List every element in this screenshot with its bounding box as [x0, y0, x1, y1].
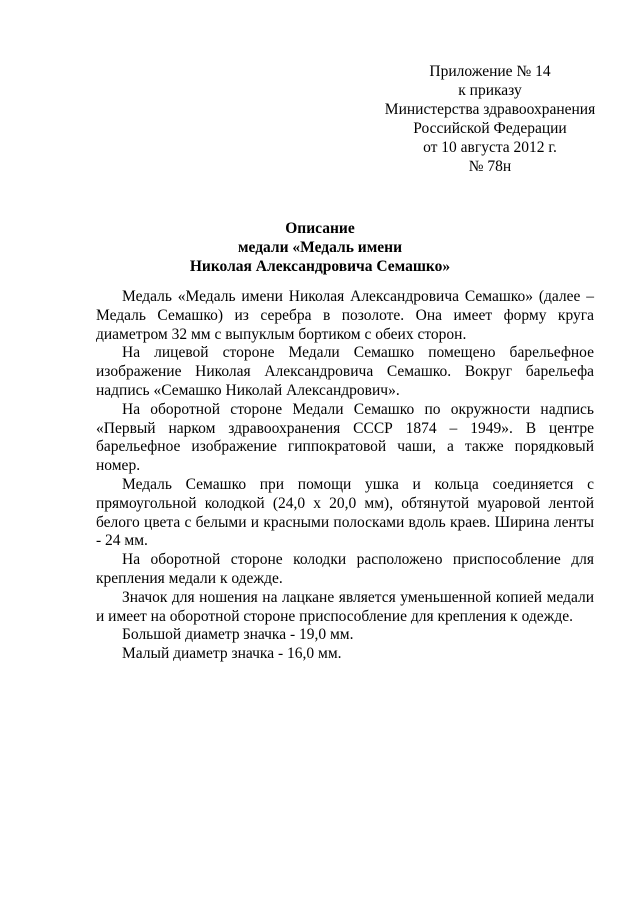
- title-line-2: медали «Медаль имени: [237, 239, 403, 256]
- document-body: [96, 288, 594, 664]
- appendix-order-number: № 78н: [468, 158, 512, 175]
- appendix-date: от 10 августа 2012 г.: [423, 139, 557, 156]
- paragraph-obverse: На лицевой стороне Медали Семашко помещено барельефное изображение Николая Александровича Семашко. Вокруг барельефа надпись «Семашко Николай Александрович».: [96, 344, 594, 399]
- paragraph-medal-material: Медаль «Медаль имени Николая Александровича Семашко» (далее – Медаль Семашко) из серебра в позолоте. Она имеет форму круга диаметром 32 мм с выпуклым бортиком с обеих сторон.: [96, 288, 594, 343]
- document-title: [0, 219, 640, 276]
- appendix-order-ref: к приказу: [458, 82, 522, 99]
- paragraph-badge-large-diameter: Большой диаметр значка - 19,0 мм.: [122, 626, 354, 644]
- paragraph-badge-small-diameter: Малый диаметр значка - 16,0 мм.: [122, 645, 342, 663]
- paragraph-reverse: На оборотной стороне Медали Семашко по окружности надпись «Первый нарком здравоохранения СССР 1874 – 1949». В центре барельефное изображение гиппократовой чаши, а также порядковый номер.: [96, 400, 594, 475]
- title-line-1: Описание: [285, 220, 355, 237]
- appendix-header: [340, 62, 640, 176]
- paragraph-attachment: На оборотной стороне колодки расположено приспособление для крепления медали к одежде.: [96, 551, 594, 587]
- appendix-country: Российской Федерации: [413, 120, 567, 137]
- appendix-ministry: Министерства здравоохранения: [384, 101, 596, 118]
- title-line-3: Николая Александровича Семашко»: [189, 258, 451, 275]
- appendix-number: Приложение № 14: [429, 63, 551, 80]
- paragraph-lapel-badge: Значок для ношения на лацкане является уменьшенной копией медали и имеет на оборотной стороне приспособление для крепления к одежде.: [96, 588, 594, 625]
- paragraph-ribbon-bar: Медаль Семашко при помощи ушка и кольца соединяется с прямоугольной колодкой (24,0 х 20,0 мм), обтянутой муаровой лентой белого цвета с белыми и красными полосками вдоль краев. Ширина ленты - 24 мм.: [96, 475, 594, 550]
